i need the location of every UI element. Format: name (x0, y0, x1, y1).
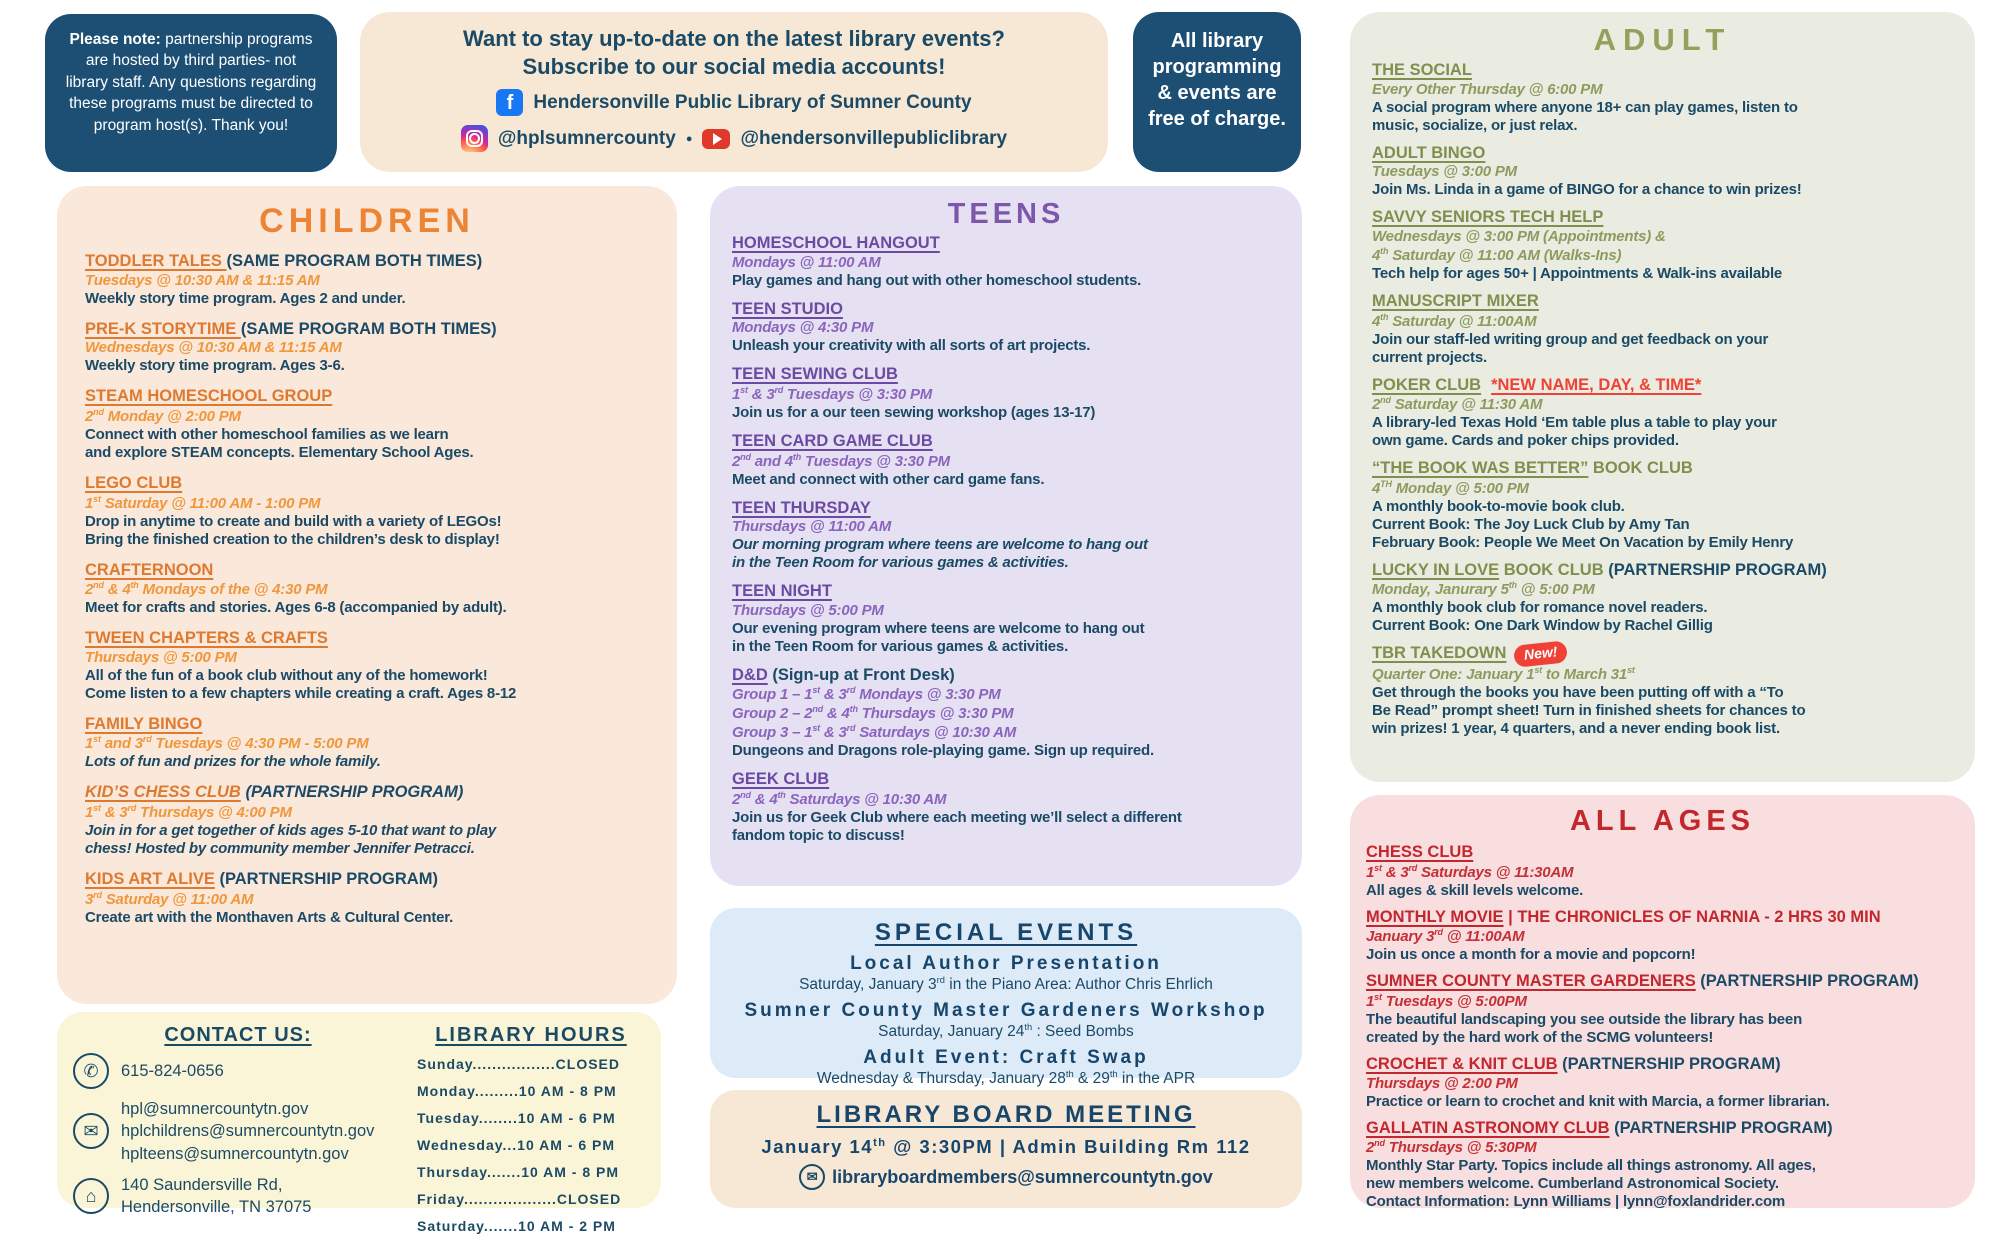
program-adult-bingo: ADULT BINGO Tuesdays @ 3:00 PM Join Ms. Linda in a game of BINGO for a chance to win prizes! (1372, 143, 1802, 199)
youtube-icon (702, 129, 730, 149)
program-homeschool-hangout: HOMESCHOOL HANGOUT Mondays @ 11:00 AM Play games and hang out with other homeschool students. (732, 234, 1142, 289)
instagram-handle: @hplsumnercounty (497, 127, 676, 149)
program-monthly-movie: MONTHLY MOVIE | THE CHRONICLES OF NARNIA - 2 HRS 30 MIN January 3rd @ 11:00AM Join us once a month for a movie and popcorn! (1366, 907, 1881, 964)
special-event: Local Author Presentation Saturday, January 3rd in the Piano Area: Author Chris Ehrlich (799, 953, 1213, 994)
special-event: Adult Event: Craft Swap Wednesday & Thursday, January 28th & 29th in the APR (816, 1046, 1196, 1087)
adult-section-title: ADULT (1593, 22, 1732, 57)
program-book-was-better-club: “THE BOOK WAS BETTER” BOOK CLUB 4TH Monday @ 5:00 PM A monthly book-to-movie book club. Current Book: The Joy Luck Club by Amy Tan February Book: People We Meet On Vacation by Emily Henry (1372, 459, 1794, 551)
program-manuscript-mixer: MANUSCRIPT MIXER 4th Saturday @ 11:00AM Join our staff-led writing group and get feedback on your current projects. (1372, 291, 1769, 366)
email-row (73, 1098, 403, 1165)
address-row (73, 1174, 403, 1219)
free-of-charge-text: All library programming & events are free of charge. (1148, 30, 1286, 130)
youtube-handle: @hendersonvillepubliclibrary (740, 127, 1008, 149)
phone-icon: ✆ (73, 1053, 109, 1089)
note-lead: Please note: (69, 31, 161, 48)
board-meeting-email: libraryboardmembers@sumnercountytn.gov (832, 1166, 1213, 1187)
program-teen-thursday: TEEN THURSDAY Thursdays @ 11:00 AM Our morning program where teens are welcome to hang out in the Teen Room for various games & activities. (732, 498, 1148, 572)
program-lucky-in-love-club: LUCKY IN LOVE BOOK CLUB (PARTNERSHIP PROGRAM) Monday, Janurary 5th @ 5:00 PM A monthly book club for romance novel readers. Current Book: One Dark Window by Rachel Gillig (1372, 560, 1827, 635)
program-chess-club: CHESS CLUB 1st & 3rd Saturdays @ 11:30AM All ages & skill levels welcome. (1366, 843, 1584, 899)
children-section-title: CHILDREN (259, 202, 475, 240)
special-event: Sumner County Master Gardeners Workshop Saturday, January 24th : Seed Bombs (744, 999, 1268, 1040)
program-teen-studio: TEEN STUDIO Mondays @ 4:30 PM Unleash your creativity with all sorts of art projects. (732, 299, 1091, 355)
program-crafternoon: CRAFTERNOON 2nd & 4th Mondays of the @ 4:30 PM Meet for crafts and stories. Ages 6-8 (accompanied by adult). (85, 560, 507, 617)
board-meeting-title: LIBRARY BOARD MEETING (816, 1101, 1196, 1128)
board-meeting-email-row (724, 1164, 1288, 1190)
hours-saturday: Saturday.......10 AM - 2 PM (417, 1218, 616, 1234)
mail-icon: ✉ (73, 1113, 109, 1149)
teens-section (710, 186, 1302, 886)
program-gallatin-astronomy-club: GALLATIN ASTRONOMY CLUB (PARTNERSHIP PROGRAM) 2nd Thursdays @ 5:30PM Monthly Star Party. Topics include all things astronomy. All ages, new members welcome. Cumberland Astronomical Society. Contact Information: Lynn Williams | lynn@foxlandrider.com (1366, 1118, 1833, 1211)
program-teen-card-game-club: TEEN CARD GAME CLUB 2nd and 4th Tuesdays @ 3:30 PM Meet and connect with other card game fans. (732, 431, 1045, 488)
program-savvy-seniors-tech-help: SAVVY SENIORS TECH HELP Wednesdays @ 3:00 PM (Appointments) & 4th Saturday @ 11:00 AM (Walks-Ins) Tech help for ages 50+ | Appointments & Walk-ins available (1372, 208, 1783, 282)
program-poker-club: POKER CLUB *NEW NAME, DAY, & TIME* 2nd Saturday @ 11:30 AM A library-led Texas Hold ‘Em table plus a table to play your own game. Cards and poker chips provided. (1372, 375, 1777, 450)
social-heading-line2: Subscribe to our social media accounts! (522, 53, 946, 79)
contact-us-title: CONTACT US: (164, 1024, 312, 1046)
library-hours-title: LIBRARY HOURS (435, 1024, 627, 1046)
handles-row (360, 125, 1108, 152)
home-icon: ⌂ (73, 1178, 109, 1214)
new-badge: New! (1513, 641, 1568, 668)
note-body: partnership programs are hosted by third parties- not library staff. Any questions regarding these programs must be directed to program host(s). Thank you! (65, 31, 317, 134)
program-dnd: D&D (Sign-up at Front Desk) Group 1 – 1st & 3rd Mondays @ 3:30 PM Group 2 – 2nd & 4th Thursdays @ 3:30 PM Group 3 – 1st & 3rd Saturdays @ 10:30 AM Dungeons and Dragons role-playing game. Sign up required. (732, 665, 1154, 760)
program-kids-art-alive: KIDS ART ALIVE (PARTNERSHIP PROGRAM) 3rd Saturday @ 11:00 AM Create art with the Monthaven Arts & Cultural Center. (85, 870, 454, 926)
program-steam-homeschool-group: STEAM HOMESCHOOL GROUP 2nd Monday @ 2:00 PM Connect with other homeschool families as we learn and explore STEAM concepts. Elementary School Ages. (85, 387, 474, 461)
program-family-bingo: FAMILY BINGO 1st and 3rd Tuesdays @ 4:30 PM - 5:00 PM Lots of fun and prizes for the whole family. (85, 714, 381, 771)
special-events-title: SPECIAL EVENTS (874, 919, 1138, 946)
separator-dot-icon: ● (685, 132, 693, 145)
hours-wednesday: Wednesday...10 AM - 6 PM (417, 1137, 616, 1153)
hours-thursday: Thursday.......10 AM - 8 PM (417, 1164, 620, 1180)
hours-sunday: Sunday.................CLOSED (417, 1056, 620, 1072)
program-crochet-knit-club: CROCHET & KNIT CLUB (PARTNERSHIP PROGRAM) Thursdays @ 2:00 PM Practice or learn to crochet and knit with Marcia, a former librarian. (1366, 1054, 1830, 1110)
hours-monday: Monday.........10 AM - 8 PM (417, 1083, 617, 1099)
program-tbr-takedown: TBR TAKEDOWN New! Quarter One: January 1st to March 31st Get through the books you have been putting off with a “To Be Read” prompt sheet! Turn in finished sheets for chances to win prizes! 1 year, 4 quarters, and a never ending book list. (1372, 643, 1953, 738)
children-section (57, 186, 677, 1004)
program-toddler-tales: TODDLER TALES (SAME PROGRAM BOTH TIMES) Tuesdays @ 10:30 AM & 11:15 AM Weekly story time program. Ages 2 and under. (85, 252, 483, 307)
library-hours-column (417, 1024, 645, 1234)
new-name-alert: *NEW NAME, DAY, & TIME* (1491, 375, 1702, 394)
adult-section (1350, 12, 1975, 782)
program-the-social: THE SOCIAL Every Other Thursday @ 6:00 PM A social program where anyone 18+ can play games, listen to music, socialize, or just relax. (1372, 61, 1798, 134)
social-heading-line1: Want to stay up-to-date on the latest library events? (463, 26, 1005, 51)
facebook-label: Hendersonville Public Library of Sumner County (533, 91, 972, 113)
mail-icon: ✉ (799, 1164, 825, 1190)
free-of-charge-box (1133, 12, 1301, 172)
email-childrens: hplchildrens@sumnercountytn.gov (121, 1122, 375, 1141)
email-general: hpl@sumnercountytn.gov (121, 1100, 309, 1118)
social-media-box (360, 12, 1108, 172)
teens-section-title: TEENS (947, 198, 1065, 230)
phone-row (73, 1053, 403, 1089)
email-teens: hplteens@sumnercountytn.gov (121, 1144, 349, 1163)
address: 140 Saundersville Rd, Hendersonville, TN 37075 (121, 1175, 312, 1217)
instagram-icon (461, 125, 488, 152)
facebook-icon: f (496, 89, 523, 116)
all-ages-section (1350, 795, 1975, 1211)
contact-us-column (73, 1024, 403, 1217)
partnership-note-box (45, 14, 337, 172)
board-meeting-when: January 14th @ 3:30PM | Admin Building Rm 112 (761, 1136, 1251, 1157)
program-lego-club: LEGO CLUB 1st Saturday @ 11:00 AM - 1:00 PM Drop in anytime to create and build with a variety of LEGOs! Bring the finished creation to the children’s desk to display! (85, 473, 502, 548)
program-kids-chess-club: KID’S CHESS CLUB (PARTNERSHIP PROGRAM) 1st & 3rd Thursdays @ 4:00 PM Join in for a get together of kids ages 5-10 that want to play chess! Hosted by community member Jennifer Petracci. (85, 783, 496, 857)
special-events-section (710, 908, 1302, 1087)
program-teen-sewing-club: TEEN SEWING CLUB 1st & 3rd Tuesdays @ 3:30 PM Join us for a our teen sewing workshop (ages 13-17) (732, 365, 1096, 421)
program-tween-chapters-crafts: TWEEN CHAPTERS & CRAFTS Thursdays @ 5:00 PM All of the fun of a book club without any of the homework! Come listen to a few chapters while creating a craft. Ages 8-12 (85, 629, 517, 702)
contact-hours-box (57, 1012, 661, 1234)
hours-tuesday: Tuesday........10 AM - 6 PM (417, 1110, 616, 1126)
facebook-row (360, 89, 1108, 116)
phone-number: 615-824-0656 (121, 1061, 224, 1080)
program-geek-club: GEEK CLUB 2nd & 4th Saturdays @ 10:30 AM Join us for Geek Club where each meeting we’ll select a different fandom topic to discuss! (732, 770, 1182, 844)
all-ages-section-title: ALL AGES (1569, 805, 1755, 837)
program-pre-k-storytime: PRE-K STORYTIME (SAME PROGRAM BOTH TIMES) Wednesdays @ 10:30 AM & 11:15 AM Weekly story time program. Ages 3-6. (85, 319, 497, 375)
board-meeting-section (710, 1090, 1302, 1208)
hours-friday: Friday...................CLOSED (417, 1191, 622, 1207)
program-teen-night: TEEN NIGHT Thursdays @ 5:00 PM Our evening program where teens are welcome to hang out in the Teen Room for various games & activities. (732, 582, 1145, 655)
program-master-gardeners: SUMNER COUNTY MASTER GARDENERS (PARTNERSHIP PROGRAM) 1st Tuesdays @ 5:00PM The beautiful landscaping you see outside the library has been created by the hard work of the SCMG volunteers! (1366, 972, 1919, 1046)
